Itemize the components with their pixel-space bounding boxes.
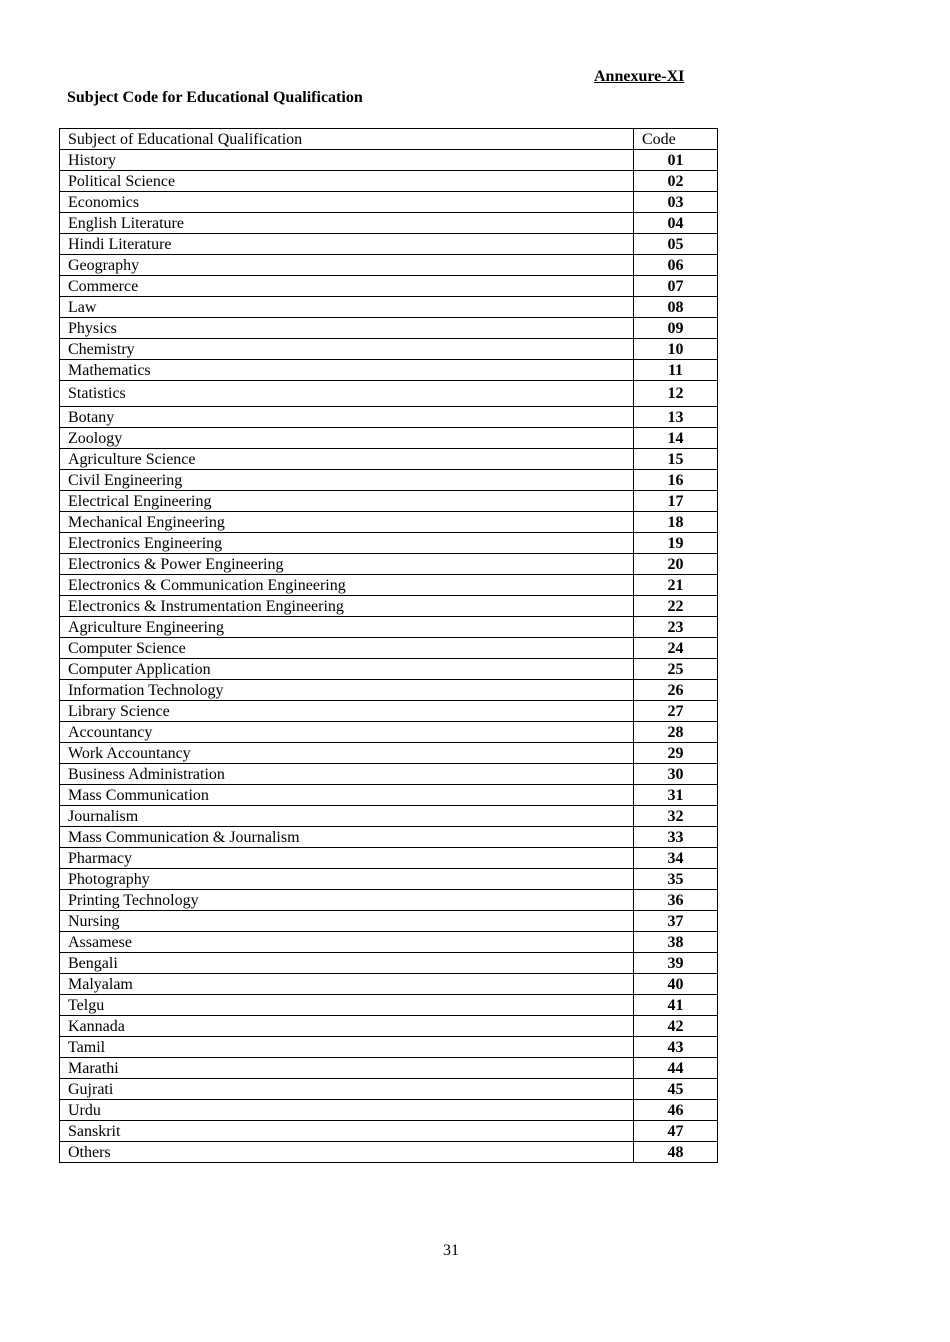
subject-cell: Others: [60, 1142, 634, 1163]
annexure-label: Annexure-XI: [594, 68, 685, 85]
code-cell: 43: [634, 1037, 718, 1058]
subject-cell: Business Administration: [60, 764, 634, 785]
code-cell: 29: [634, 743, 718, 764]
subject-cell: History: [60, 150, 634, 171]
code-cell: 19: [634, 533, 718, 554]
code-cell: 07: [634, 276, 718, 297]
code-cell: 06: [634, 255, 718, 276]
table-row: [60, 890, 718, 911]
code-cell: 04: [634, 213, 718, 234]
subject-cell: Telgu: [60, 995, 634, 1016]
code-cell: 39: [634, 953, 718, 974]
subject-cell: Journalism: [60, 806, 634, 827]
subject-cell: Zoology: [60, 428, 634, 449]
subject-cell: Gujrati: [60, 1079, 634, 1100]
code-cell: 44: [634, 1058, 718, 1079]
code-cell: 01: [634, 150, 718, 171]
table-row: [60, 213, 718, 234]
table-row: [60, 827, 718, 848]
code-cell: 42: [634, 1016, 718, 1037]
subject-cell: Sanskrit: [60, 1121, 634, 1142]
table-row: [60, 638, 718, 659]
table-row: [60, 848, 718, 869]
table-row: [60, 150, 718, 171]
header-subject: Subject of Educational Qualification: [60, 129, 634, 150]
code-cell: 03: [634, 192, 718, 213]
table-row: [60, 575, 718, 596]
code-cell: 15: [634, 449, 718, 470]
table-row: [60, 596, 718, 617]
subject-cell: Bengali: [60, 953, 634, 974]
table-row: [60, 1037, 718, 1058]
subject-cell: Malyalam: [60, 974, 634, 995]
subject-cell: Mass Communication: [60, 785, 634, 806]
table-row: [60, 554, 718, 575]
code-cell: 47: [634, 1121, 718, 1142]
code-cell: 31: [634, 785, 718, 806]
subject-cell: Civil Engineering: [60, 470, 634, 491]
code-cell: 37: [634, 911, 718, 932]
table-row: [60, 974, 718, 995]
code-cell: 18: [634, 512, 718, 533]
table-row: [60, 806, 718, 827]
table-row: [60, 617, 718, 638]
code-cell: 25: [634, 659, 718, 680]
code-cell: 28: [634, 722, 718, 743]
subject-cell: Mathematics: [60, 360, 634, 381]
subject-cell: Mechanical Engineering: [60, 512, 634, 533]
table-row: [60, 192, 718, 213]
subject-cell: Accountancy: [60, 722, 634, 743]
table-row: [60, 680, 718, 701]
subject-cell: Economics: [60, 192, 634, 213]
subject-cell: Agriculture Engineering: [60, 617, 634, 638]
subject-code-table: [59, 128, 718, 1163]
table-row: [60, 318, 718, 339]
subject-cell: Nursing: [60, 911, 634, 932]
table-row: [60, 449, 718, 470]
subject-cell: Law: [60, 297, 634, 318]
subject-cell: Tamil: [60, 1037, 634, 1058]
code-cell: 36: [634, 890, 718, 911]
subject-cell: English Literature: [60, 213, 634, 234]
subject-cell: Geography: [60, 255, 634, 276]
table-row: [60, 785, 718, 806]
subject-cell: Computer Science: [60, 638, 634, 659]
subject-cell: Photography: [60, 869, 634, 890]
table-row: [60, 360, 718, 381]
code-cell: 33: [634, 827, 718, 848]
code-cell: 46: [634, 1100, 718, 1121]
code-cell: 41: [634, 995, 718, 1016]
subject-cell: Mass Communication & Journalism: [60, 827, 634, 848]
table-row: [60, 743, 718, 764]
code-cell: 38: [634, 932, 718, 953]
code-cell: 48: [634, 1142, 718, 1163]
subject-cell: Electronics & Communication Engineering: [60, 575, 634, 596]
table-row: [60, 428, 718, 449]
table-row: [60, 701, 718, 722]
table-row: [60, 1142, 718, 1163]
subject-cell: Information Technology: [60, 680, 634, 701]
code-cell: 45: [634, 1079, 718, 1100]
table-header-row: [60, 129, 718, 150]
subject-cell: Electrical Engineering: [60, 491, 634, 512]
table-row: [60, 234, 718, 255]
code-cell: 22: [634, 596, 718, 617]
header-code: Code: [634, 129, 718, 150]
page-title: Subject Code for Educational Qualification: [67, 89, 363, 106]
code-cell: 35: [634, 869, 718, 890]
code-cell: 17: [634, 491, 718, 512]
subject-cell: Marathi: [60, 1058, 634, 1079]
code-cell: 13: [634, 407, 718, 428]
subject-cell: Botany: [60, 407, 634, 428]
table-row: [60, 171, 718, 192]
table-row: [60, 297, 718, 318]
table-row: [60, 995, 718, 1016]
table-row: [60, 339, 718, 360]
code-cell: 02: [634, 171, 718, 192]
code-cell: 14: [634, 428, 718, 449]
code-cell: 30: [634, 764, 718, 785]
code-cell: 34: [634, 848, 718, 869]
subject-cell: Printing Technology: [60, 890, 634, 911]
table-row: [60, 491, 718, 512]
subject-cell: Hindi Literature: [60, 234, 634, 255]
code-cell: 11: [634, 360, 718, 381]
subject-cell: Political Science: [60, 171, 634, 192]
table-row: [60, 407, 718, 428]
code-cell: 24: [634, 638, 718, 659]
code-cell: 21: [634, 575, 718, 596]
table-row: [60, 512, 718, 533]
subject-cell: Pharmacy: [60, 848, 634, 869]
code-cell: 27: [634, 701, 718, 722]
table-row: [60, 1058, 718, 1079]
table-row: [60, 1100, 718, 1121]
subject-cell: Commerce: [60, 276, 634, 297]
subject-cell: Work Accountancy: [60, 743, 634, 764]
subject-cell: Library Science: [60, 701, 634, 722]
table-row: [60, 470, 718, 491]
subject-cell: Electronics Engineering: [60, 533, 634, 554]
subject-cell: Agriculture Science: [60, 449, 634, 470]
table-row: [60, 932, 718, 953]
table-row: [60, 722, 718, 743]
table-row: [60, 1079, 718, 1100]
code-cell: 16: [634, 470, 718, 491]
table-row: [60, 953, 718, 974]
table-row: [60, 381, 718, 407]
subject-cell: Assamese: [60, 932, 634, 953]
table-row: [60, 1121, 718, 1142]
subject-cell: Electronics & Power Engineering: [60, 554, 634, 575]
table-row: [60, 911, 718, 932]
code-cell: 08: [634, 297, 718, 318]
table-row: [60, 869, 718, 890]
subject-cell: Computer Application: [60, 659, 634, 680]
code-cell: 05: [634, 234, 718, 255]
code-cell: 12: [634, 381, 718, 407]
page-number: 31: [443, 1242, 459, 1259]
subject-cell: Chemistry: [60, 339, 634, 360]
code-cell: 40: [634, 974, 718, 995]
table-row: [60, 764, 718, 785]
table-row: [60, 1016, 718, 1037]
code-cell: 20: [634, 554, 718, 575]
code-cell: 10: [634, 339, 718, 360]
table-row: [60, 255, 718, 276]
table-row: [60, 276, 718, 297]
table-row: [60, 533, 718, 554]
code-cell: 09: [634, 318, 718, 339]
subject-cell: Physics: [60, 318, 634, 339]
table-row: [60, 659, 718, 680]
subject-cell: Electronics & Instrumentation Engineering: [60, 596, 634, 617]
code-cell: 23: [634, 617, 718, 638]
code-cell: 32: [634, 806, 718, 827]
subject-cell: Statistics: [60, 381, 634, 407]
code-cell: 26: [634, 680, 718, 701]
subject-cell: Urdu: [60, 1100, 634, 1121]
subject-cell: Kannada: [60, 1016, 634, 1037]
